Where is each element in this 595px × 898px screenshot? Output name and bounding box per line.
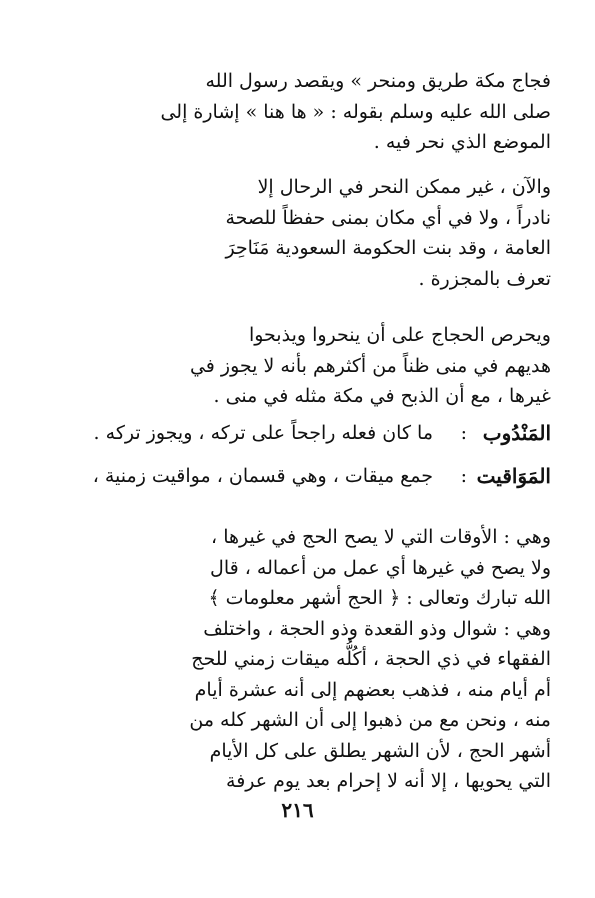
text-line: والآن ، غير ممكن النحر في الرحال إلا (257, 176, 551, 198)
text-line: ويحرص الحجاج على أن ينحروا ويذبحوا (248, 324, 551, 346)
text-line: وهي : شوال وذو القعدة وذو الحجة ، واختلف (203, 617, 551, 640)
text-line: نادراً ، ولا في أي مكان بمنى حفظاً للصحة (225, 206, 551, 229)
text-line: وهي : الأوقات التي لا يصح الحج في غيرها ، (211, 526, 551, 548)
text-line: الموضع الذي نحر فيه . (373, 131, 551, 153)
text-line: التي يحويها ، إلا أنه لا إحرام بعد يوم عرفة (226, 770, 551, 792)
text-line: منه ، ونحن مع من ذهبوا إلى أن الشهر كله من (189, 709, 551, 731)
text-line: أم أيام منه ، فذهب بعضهم إلى أنه عشرة أيام (194, 678, 551, 701)
glossary-term: المَنْدُوب (482, 421, 551, 445)
term-definition (41, 461, 433, 492)
text-line: جمع ميقات ، وهي قسمان ، مواقيت زمنية ، (92, 465, 433, 487)
text-line: الفقهاء في ذي الحجة ، أكُلُّه ميقات زمني للحج (191, 648, 551, 670)
term-definition (41, 418, 433, 449)
paragraph-3 (41, 320, 551, 412)
text-line: هديهم في منى ظناً من أكثرهم بأنه لا يجوز في (189, 354, 551, 377)
text-line: ما كان فعله راجحاً على تركه ، ويجوز تركه . (93, 422, 433, 444)
text-line: العامة ، وقد بنت الحكومة السعودية مَنَاحِرَ (225, 237, 551, 259)
term-definition-continued (41, 522, 551, 797)
text-line: فجاج مكة طريق ومنحر » ويقصد رسول الله (205, 70, 551, 92)
glossary-term: المَوَاقيت (476, 464, 551, 488)
term-colon: : (460, 422, 467, 444)
paragraph-1 (41, 66, 551, 158)
page-number: ٢١٦ (281, 798, 314, 822)
text-line: غيرها ، مع أن الذبح في مكة مثله في منى . (213, 385, 551, 407)
text-line: تعرف بالمجزرة . (418, 267, 551, 290)
text-line: الله تبارك وتعالى : ﴿ الحج أشهر معلومات ﴾ (208, 587, 551, 609)
paragraph-2 (41, 172, 551, 294)
text-line: صلى الله عليه وسلم بقوله : « ها هنا » إشارة إلى (160, 100, 551, 123)
text-line: أشهر الحج ، لأن الشهر يطلق على كل الأيام (209, 739, 551, 762)
term-colon: : (460, 465, 467, 487)
text-line: ولا يصح في غيرها أي عمل من أعماله ، قال (210, 556, 551, 579)
